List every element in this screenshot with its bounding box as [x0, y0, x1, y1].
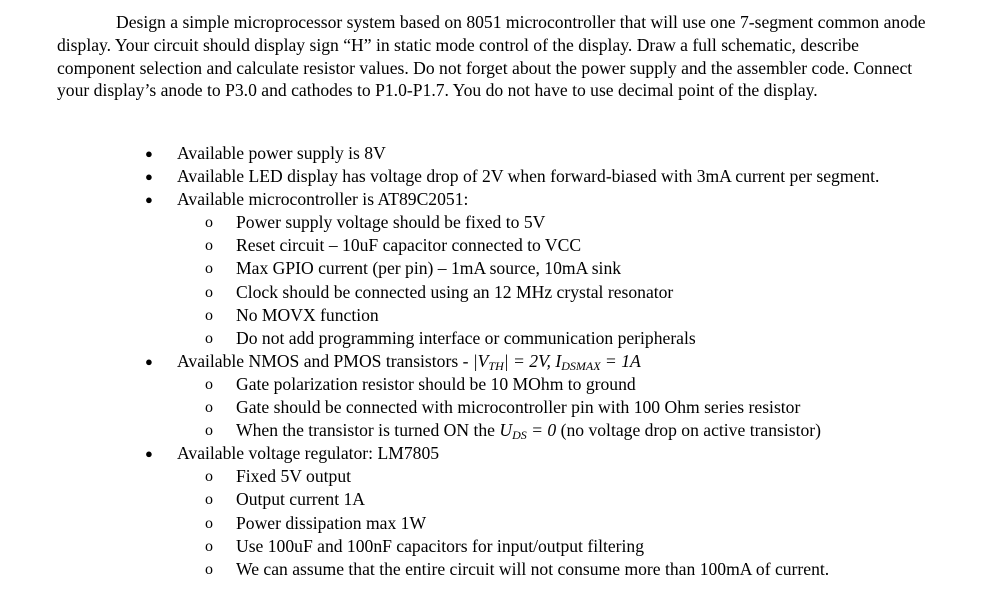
sub-item-filter-capacitors — [0, 535, 985, 558]
sub-item-text: Clock should be connected using an 12 MHz crystal resonator — [236, 281, 674, 302]
sub-item-text: Do not add programming interface or communication peripherals — [236, 327, 696, 348]
requirements-list — [0, 142, 985, 581]
list-item-transistors — [0, 350, 985, 373]
sub-item-text: Reset circuit – 10uF capacitor connected to VCC — [236, 235, 582, 256]
list-item-text — [177, 350, 641, 373]
circle-bullet-icon: o — [205, 283, 213, 301]
sub-item-current-assumption — [0, 558, 985, 581]
sub-item-text: Power dissipation max 1W — [236, 512, 427, 533]
list-item-text: Available power supply is 8V — [177, 143, 386, 163]
sub-item-power-dissipation — [0, 512, 985, 535]
intro-text: Design a simple microprocessor system based on 8051 microcontroller that will use one 7-segment common anode display. Your circuit should display sign “H” in static mode control of the display. Draw a full schematic, describe component selection and calculate resistor values. Do not forget about the power supply and the assembler code. Connect your display’s anode to P3.0 and cathodes to P1.0-P1.7. You do not have to use decimal point of the display. — [57, 12, 926, 101]
sub-item-gpio-current — [0, 257, 985, 280]
transistor-prefix: Available NMOS and PMOS transistors - — [177, 350, 473, 371]
sub-item-text: We can assume that the entire circuit will not consume more than 100mA of current. — [236, 558, 830, 579]
list-item-text: Available voltage regulator: LM7805 — [177, 443, 440, 464]
uds-formula — [499, 420, 557, 443]
uds-symbol: U — [499, 420, 513, 441]
intro-paragraph — [57, 11, 927, 102]
sub-item-text: No MOVX function — [236, 304, 379, 325]
sub-item-clock — [0, 281, 985, 304]
sub-item-text: Gate should be connected with microcontroller pin with 100 Ohm series resistor — [236, 397, 801, 418]
circle-bullet-icon: o — [205, 329, 213, 347]
circle-bullet-icon: o — [205, 306, 213, 324]
bullet-icon: ● — [145, 353, 153, 369]
sub-item-text: Fixed 5V output — [236, 466, 352, 487]
sub-item-output-current — [0, 488, 985, 511]
sub-item-movx — [0, 304, 985, 327]
circle-bullet-icon: o — [205, 422, 213, 440]
bullet-icon: ● — [145, 446, 153, 462]
list-item-led-display — [0, 165, 985, 188]
vth-formula — [473, 351, 641, 371]
circle-bullet-icon: o — [205, 399, 213, 417]
circle-bullet-icon: o — [205, 237, 213, 255]
vth-symbol: |V — [472, 350, 489, 371]
sub-item-transistor-on — [0, 419, 985, 442]
list-item-text: Available LED display has voltage drop of 2V when forward-biased with 3mA current per segment. — [177, 166, 880, 187]
sub-item-text: Use 100uF and 100nF capacitors for input/output filtering — [236, 535, 645, 556]
ids-value: = 1A — [600, 350, 641, 371]
list-item-power-supply — [0, 142, 985, 165]
uds-subscript: DS — [512, 428, 527, 443]
vth-subscript: TH — [488, 358, 504, 373]
list-item-text: Available microcontroller is AT89C2051: — [177, 189, 469, 210]
sub-item-gate-resistor — [0, 373, 985, 396]
sub-item-text: Output current 1A — [236, 489, 365, 510]
on-prefix: When the transistor is turned ON the — [236, 420, 500, 441]
sub-item-text: Gate polarization resistor should be 10 MOhm to ground — [236, 373, 636, 394]
on-suffix: (no voltage drop on active transistor) — [556, 420, 822, 441]
list-item-regulator — [0, 442, 985, 465]
vth-value: | = 2V, I — [503, 350, 562, 371]
sub-item-programming — [0, 327, 985, 350]
circle-bullet-icon: o — [205, 560, 213, 578]
ids-subscript: DSMAX — [561, 358, 601, 373]
circle-bullet-icon: o — [205, 537, 213, 555]
sub-item-gate-series — [0, 396, 985, 419]
bullet-icon: ● — [145, 169, 153, 185]
circle-bullet-icon: o — [205, 468, 213, 486]
circle-bullet-icon: o — [205, 375, 213, 393]
sub-item-text: Power supply voltage should be fixed to 5V — [236, 212, 546, 233]
list-item-microcontroller — [0, 188, 985, 211]
sub-item-fixed-output — [0, 465, 985, 488]
bullet-icon: ● — [145, 146, 153, 161]
circle-bullet-icon: o — [205, 514, 213, 532]
sub-item-supply-voltage — [0, 211, 985, 234]
bullet-icon: ● — [145, 192, 153, 208]
circle-bullet-icon: o — [205, 214, 213, 232]
sub-item-text: Max GPIO current (per pin) – 1mA source, 10mA sink — [236, 258, 622, 279]
circle-bullet-icon: o — [205, 260, 213, 278]
circle-bullet-icon: o — [205, 491, 213, 509]
uds-value: = 0 — [526, 420, 557, 441]
sub-item-reset-circuit — [0, 234, 985, 257]
sub-item-text — [236, 419, 821, 442]
